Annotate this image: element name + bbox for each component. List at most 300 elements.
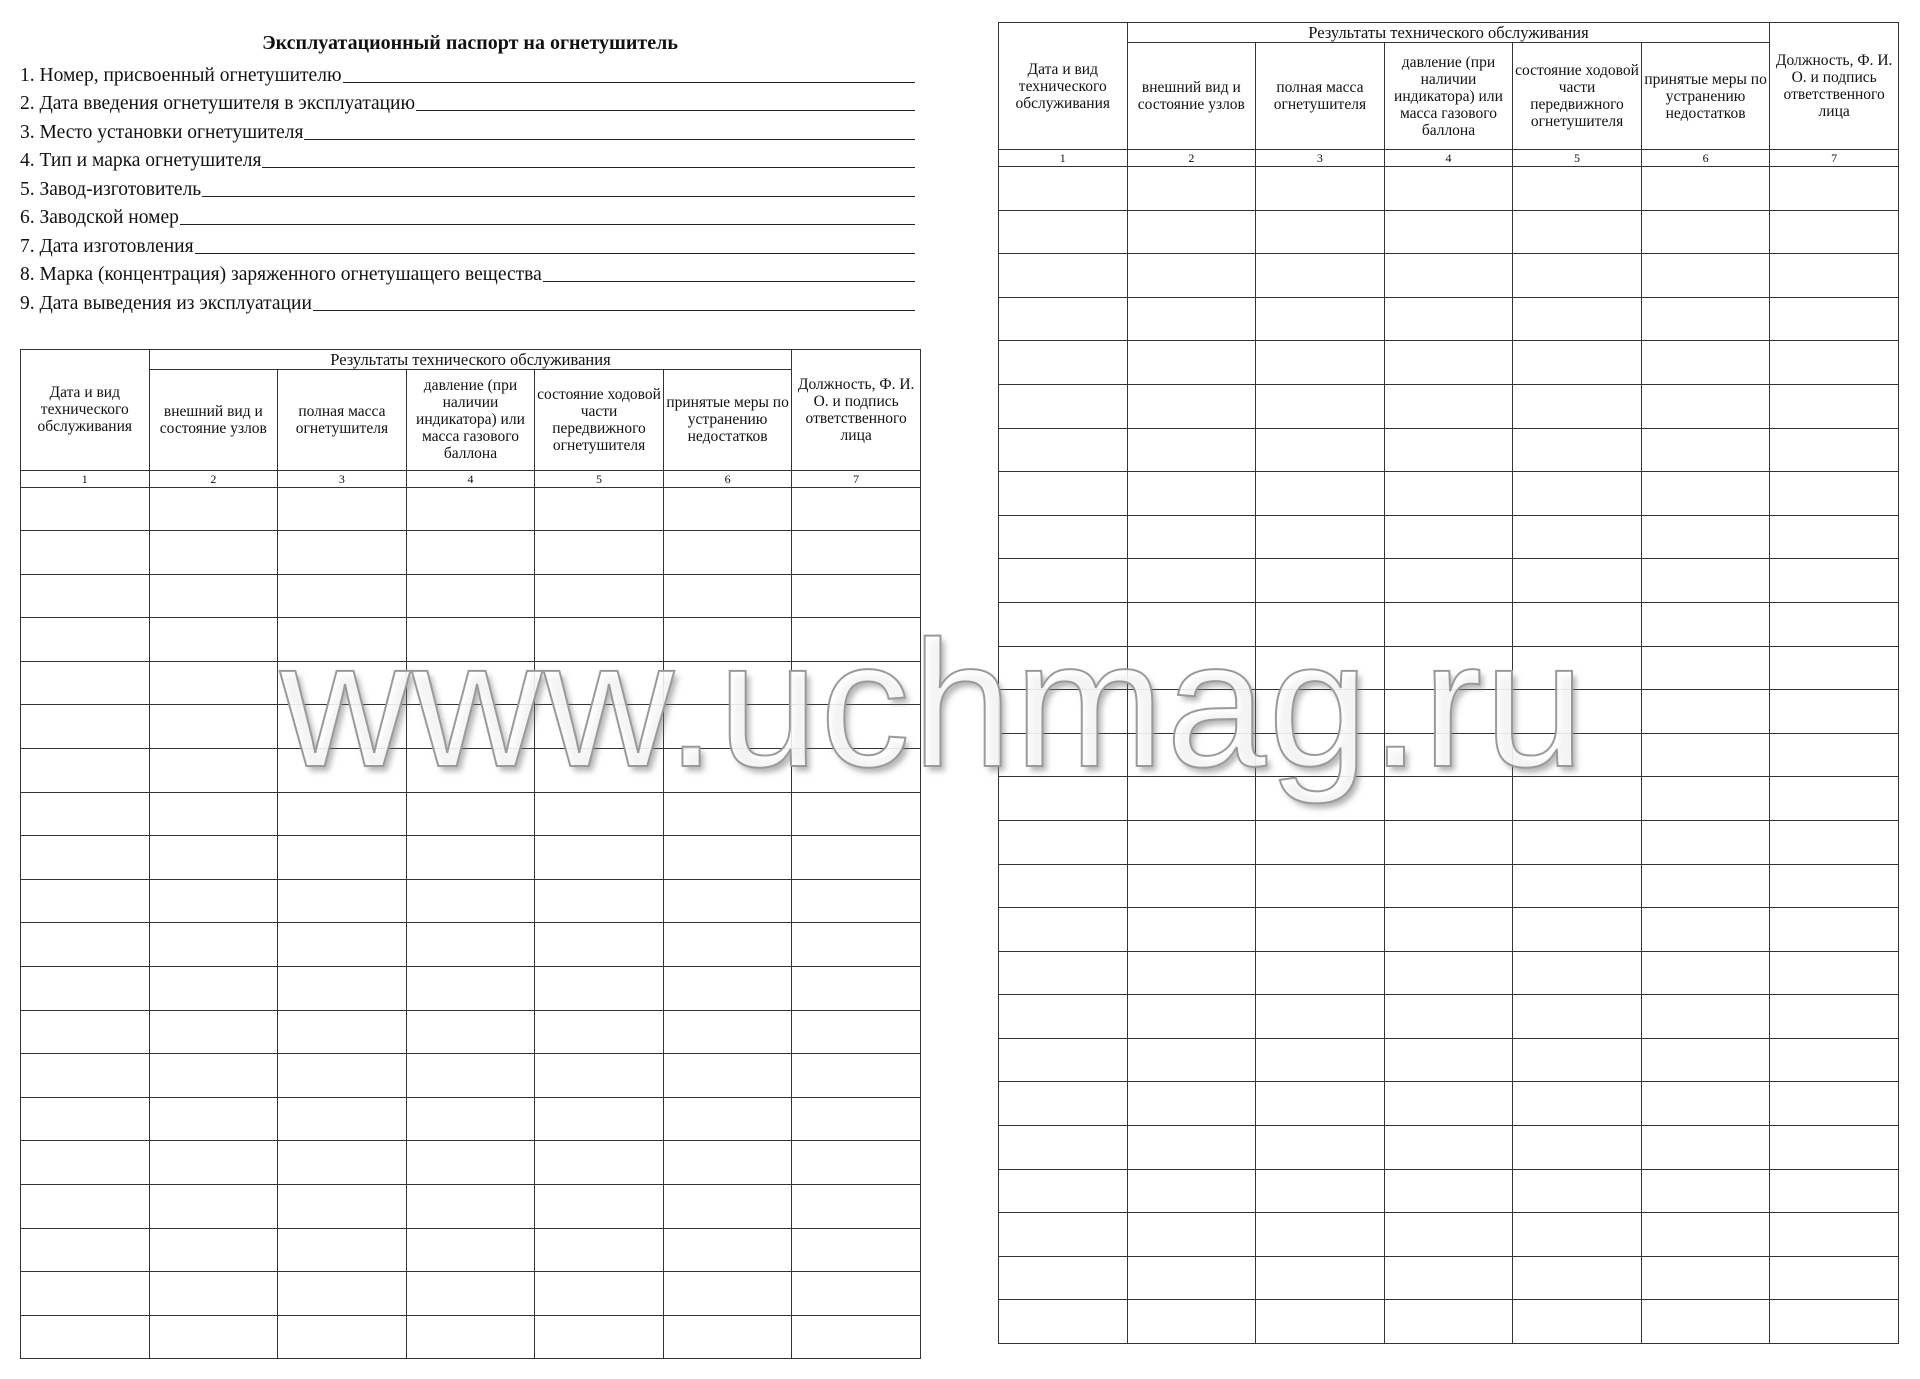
table-row [999,1169,1899,1213]
empty-cell [1256,515,1385,559]
empty-cell [406,618,535,662]
table-row [999,1256,1899,1300]
empty-cell [1770,1213,1899,1257]
empty-cell [21,531,150,575]
empty-cell [663,792,792,836]
empty-cell [1127,515,1256,559]
table-row [21,1228,921,1272]
empty-cell [1641,1126,1770,1170]
empty-cell [278,879,407,923]
empty-cell [663,1054,792,1098]
empty-cell [535,749,664,793]
empty-cell [999,167,1128,211]
empty-cell [1384,1256,1513,1300]
empty-cell [792,879,921,923]
empty-cell [1513,864,1642,908]
empty-cell [999,254,1128,298]
empty-cell [1256,210,1385,254]
empty-cell [1127,1300,1256,1344]
empty-cell [1513,733,1642,777]
empty-cell [1127,908,1256,952]
empty-cell [792,1228,921,1272]
empty-cell [1770,1082,1899,1126]
empty-cell [1384,602,1513,646]
empty-cell [999,472,1128,516]
empty-cell [149,1141,278,1185]
table-row [21,967,921,1011]
empty-cell [406,1141,535,1185]
table-row [999,864,1899,908]
table-row [21,618,921,662]
empty-cell [149,1272,278,1316]
empty-cell [999,1256,1128,1300]
empty-cell [792,749,921,793]
table-row [999,820,1899,864]
table-row [999,777,1899,821]
fill-line [180,224,915,225]
empty-cell [406,1315,535,1359]
empty-cell [1384,167,1513,211]
empty-cell [1513,384,1642,428]
empty-cell [149,1315,278,1359]
empty-cell [149,879,278,923]
empty-cell [999,559,1128,603]
table-row [21,1097,921,1141]
empty-cell [1256,1038,1385,1082]
empty-cell [1256,1126,1385,1170]
empty-cell [1770,167,1899,211]
empty-cell [1256,472,1385,516]
empty-cell [999,515,1128,559]
empty-cell [21,1315,150,1359]
empty-cell [1513,1126,1642,1170]
col-number: 6 [1641,150,1770,167]
empty-cell [1127,167,1256,211]
empty-cell [1513,167,1642,211]
empty-cell [663,879,792,923]
fill-line [313,310,915,311]
empty-cell [663,661,792,705]
maintenance-table-left [20,349,921,1360]
field-label: 4. Тип и марка огнетушителя [20,150,262,171]
table-row [21,749,921,793]
empty-cell [1513,777,1642,821]
empty-cell [1513,646,1642,690]
col-number: 5 [1513,150,1642,167]
empty-cell [278,1054,407,1098]
left-page [20,28,920,1359]
empty-cell [406,967,535,1011]
empty-cell [999,690,1128,734]
empty-cell [1127,297,1256,341]
empty-cell [663,531,792,575]
empty-cell [1770,559,1899,603]
empty-cell [1513,254,1642,298]
empty-cell [1770,646,1899,690]
empty-cell [663,1228,792,1272]
empty-cell [21,749,150,793]
empty-cell [792,531,921,575]
col-header-responsible: Должность, Ф. И. О. и подпись ответственного лица [792,349,921,470]
empty-cell [535,661,664,705]
empty-cell [1641,690,1770,734]
empty-cell [21,1097,150,1141]
col-header-pressure: давление (при наличии индикатора) или масса газового баллона [1384,43,1513,150]
empty-cell [149,487,278,531]
col-number: 1 [21,470,150,487]
empty-cell [278,923,407,967]
empty-cell [1256,428,1385,472]
empty-cell [21,661,150,705]
empty-cell [21,836,150,880]
empty-cell [21,487,150,531]
empty-cell [1127,1126,1256,1170]
empty-cell [406,1054,535,1098]
empty-cell [1641,559,1770,603]
empty-cell [535,1228,664,1272]
field-label: 7. Дата изготовления [20,235,194,257]
empty-cell [1513,1082,1642,1126]
empty-cell [663,618,792,662]
table-row [999,690,1899,734]
empty-cell [1641,515,1770,559]
empty-cell [1384,297,1513,341]
empty-cell [406,487,535,531]
empty-cell [1127,341,1256,385]
empty-cell [1127,646,1256,690]
table-row [999,1300,1899,1344]
empty-cell [406,661,535,705]
empty-cell [1770,733,1899,777]
empty-cell [1384,820,1513,864]
empty-cell [1770,210,1899,254]
empty-cell [663,1141,792,1185]
col-number: 7 [1770,150,1899,167]
empty-cell [999,646,1128,690]
empty-cell [1641,1256,1770,1300]
table-row [21,1054,921,1098]
empty-cell [1384,733,1513,777]
empty-cell [999,210,1128,254]
empty-cell [1513,515,1642,559]
table-row [999,559,1899,603]
field-label: 5. Завод-изготовитель [20,178,202,200]
table-row [21,705,921,749]
empty-cell [1127,777,1256,821]
empty-cell [1127,995,1256,1039]
table-row [999,254,1899,298]
empty-cell [663,1010,792,1054]
empty-cell [1127,864,1256,908]
field-manufacture-date [20,229,915,258]
empty-cell [1641,297,1770,341]
empty-cell [1384,1126,1513,1170]
empty-cell [21,792,150,836]
empty-cell [1513,951,1642,995]
empty-cell [1513,1213,1642,1257]
empty-cell [1641,428,1770,472]
empty-cell [278,618,407,662]
empty-cell [535,1272,664,1316]
empty-cell [663,1272,792,1316]
empty-cell [1127,210,1256,254]
empty-cell [1513,341,1642,385]
empty-cell [792,1054,921,1098]
fill-line [543,281,915,282]
table-row [21,574,921,618]
empty-cell [1127,690,1256,734]
empty-cell [278,531,407,575]
table-row [999,1126,1899,1170]
empty-cell [406,705,535,749]
empty-cell [1770,254,1899,298]
table-row [999,384,1899,428]
empty-cell [1770,1038,1899,1082]
empty-cell [149,1185,278,1229]
empty-cell [1256,820,1385,864]
empty-cell [278,1010,407,1054]
col-header-date: Дата и вид технического обслуживания [999,23,1128,150]
right-page [998,22,1898,1344]
empty-cell [1641,908,1770,952]
empty-cell [1384,864,1513,908]
empty-cell [999,428,1128,472]
empty-cell [535,574,664,618]
empty-cell [1770,995,1899,1039]
col-number: 3 [1256,150,1385,167]
col-number: 3 [278,470,407,487]
table-body [999,167,1899,1344]
empty-cell [792,1315,921,1359]
empty-cell [792,792,921,836]
empty-cell [149,923,278,967]
empty-cell [1127,384,1256,428]
empty-cell [1641,646,1770,690]
empty-cell [1641,777,1770,821]
empty-cell [999,1213,1128,1257]
empty-cell [535,618,664,662]
empty-cell [406,749,535,793]
col-header-appearance: внешний вид и состояние узлов [149,369,278,470]
table-row [21,1315,921,1359]
empty-cell [1513,1038,1642,1082]
empty-cell [21,574,150,618]
table-row [999,1038,1899,1082]
table-row [999,472,1899,516]
empty-cell [1256,1213,1385,1257]
empty-cell [1127,733,1256,777]
empty-cell [1256,777,1385,821]
table-row [999,602,1899,646]
table-row [21,1141,921,1185]
empty-cell [1384,690,1513,734]
empty-cell [21,618,150,662]
empty-cell [1641,1038,1770,1082]
empty-cell [1770,297,1899,341]
empty-cell [278,1097,407,1141]
maintenance-table-right [998,22,1899,1344]
empty-cell [278,749,407,793]
table-row [999,1213,1899,1257]
empty-cell [999,908,1128,952]
fill-line [262,167,915,168]
table-row [999,908,1899,952]
empty-cell [1513,297,1642,341]
empty-cell [1770,908,1899,952]
col-number: 6 [663,470,792,487]
field-location [20,115,915,144]
table-row [999,951,1899,995]
empty-cell [999,995,1128,1039]
empty-cell [406,1097,535,1141]
col-number: 4 [406,470,535,487]
table-row [999,167,1899,211]
empty-cell [1513,908,1642,952]
empty-cell [792,1141,921,1185]
empty-cell [999,341,1128,385]
table-row [21,792,921,836]
empty-cell [1256,1256,1385,1300]
empty-cell [1641,1300,1770,1344]
col-number: 7 [792,470,921,487]
field-inventory-number [20,58,915,87]
empty-cell [406,792,535,836]
empty-cell [21,879,150,923]
empty-cell [1384,559,1513,603]
empty-cell [1770,472,1899,516]
empty-cell [278,1228,407,1272]
empty-cell [149,1097,278,1141]
field-label: 3. Место установки огнетушителя [20,121,304,143]
empty-cell [1770,1126,1899,1170]
empty-cell [1127,254,1256,298]
empty-cell [1513,995,1642,1039]
col-number: 5 [535,470,664,487]
col-number: 2 [149,470,278,487]
empty-cell [1256,559,1385,603]
empty-cell [1127,559,1256,603]
empty-cell [1770,1256,1899,1300]
empty-cell [999,820,1128,864]
empty-cell [21,1010,150,1054]
empty-cell [1127,472,1256,516]
empty-cell [1256,602,1385,646]
empty-cell [1641,384,1770,428]
empty-cell [21,1228,150,1272]
empty-cell [1641,472,1770,516]
empty-cell [792,574,921,618]
empty-cell [1513,820,1642,864]
empty-cell [535,531,664,575]
passport-title: Эксплуатационный паспорт на огнетушитель [262,32,678,54]
empty-cell [535,487,664,531]
table-row [21,1272,921,1316]
empty-cell [663,836,792,880]
empty-cell [1127,1038,1256,1082]
empty-cell [663,705,792,749]
empty-cell [999,602,1128,646]
empty-cell [1770,820,1899,864]
empty-cell [792,705,921,749]
empty-cell [406,531,535,575]
col-number: 2 [1127,150,1256,167]
col-header-date: Дата и вид технического обслуживания [21,349,150,470]
empty-cell [663,1185,792,1229]
empty-cell [999,1300,1128,1344]
empty-cell [999,777,1128,821]
col-header-mass: полная масса огнетушителя [278,369,407,470]
empty-cell [278,836,407,880]
empty-cell [406,574,535,618]
empty-cell [1641,210,1770,254]
empty-cell [21,1054,150,1098]
empty-cell [406,1228,535,1272]
empty-cell [1384,908,1513,952]
empty-cell [278,1185,407,1229]
empty-cell [149,749,278,793]
empty-cell [1256,1169,1385,1213]
empty-cell [1641,1082,1770,1126]
empty-cell [1384,646,1513,690]
col-header-chassis: состояние ходовой части передвижного огнетушителя [535,369,664,470]
empty-cell [535,1315,664,1359]
field-type-model [20,144,915,173]
empty-cell [1513,690,1642,734]
empty-cell [792,487,921,531]
empty-cell [1256,1300,1385,1344]
empty-cell [1641,254,1770,298]
field-decommission-date [20,286,915,315]
empty-cell [1770,951,1899,995]
empty-cell [149,967,278,1011]
empty-cell [406,1272,535,1316]
empty-cell [278,1315,407,1359]
empty-cell [792,618,921,662]
empty-cell [1641,167,1770,211]
empty-cell [1641,864,1770,908]
empty-cell [999,1169,1128,1213]
empty-cell [1256,167,1385,211]
empty-cell [1384,341,1513,385]
col-header-pressure: давление (при наличии индикатора) или масса газового баллона [406,369,535,470]
empty-cell [1384,428,1513,472]
table-row [999,297,1899,341]
table-row [21,923,921,967]
empty-cell [21,1272,150,1316]
empty-cell [1641,995,1770,1039]
field-manufacturer [20,172,915,201]
empty-cell [1256,646,1385,690]
empty-cell [663,487,792,531]
empty-cell [535,879,664,923]
empty-cell [1384,472,1513,516]
empty-cell [21,1141,150,1185]
empty-cell [1256,341,1385,385]
empty-cell [1770,864,1899,908]
empty-cell [1127,602,1256,646]
empty-cell [1256,297,1385,341]
table-row [999,341,1899,385]
empty-cell [535,1141,664,1185]
empty-cell [1641,602,1770,646]
empty-cell [1770,341,1899,385]
col-header-responsible: Должность, Ф. И. О. и подпись ответственного лица [1770,23,1899,150]
empty-cell [999,733,1128,777]
table-row [999,995,1899,1039]
empty-cell [1384,995,1513,1039]
table-body [21,487,921,1359]
col-number: 4 [1384,150,1513,167]
